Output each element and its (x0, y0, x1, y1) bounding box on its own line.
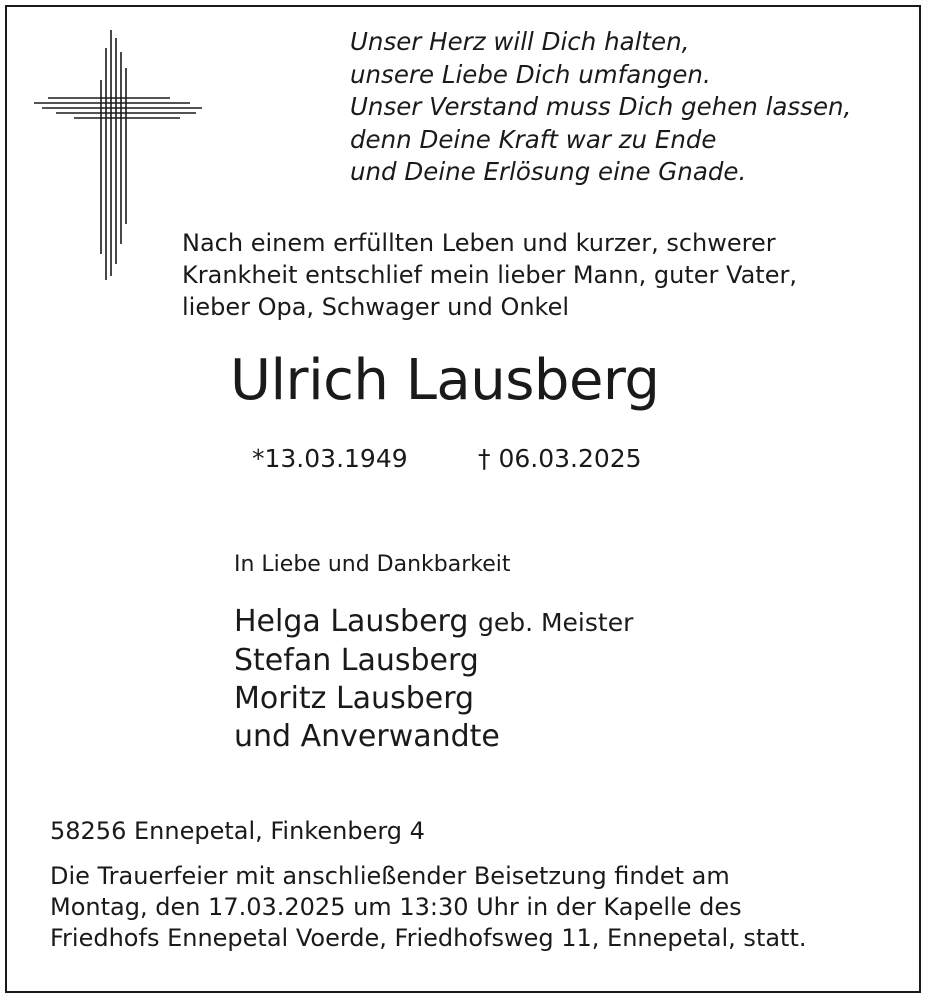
birth-date: *13.03.1949 (252, 444, 408, 473)
intro-line: Krankheit entschlief mein lieber Mann, guter Vater, (182, 261, 797, 289)
death-date: † 06.03.2025 (478, 444, 642, 473)
poem-line: Unser Herz will Dich halten, (350, 27, 690, 56)
deceased-name: Ulrich Lausberg (230, 348, 660, 413)
family-member: Moritz Lausberg (234, 681, 475, 716)
address: 58256 Ennepetal, Finkenberg 4 (50, 817, 425, 845)
poem-line: und Deine Erlösung eine Gnade. (350, 157, 747, 186)
funeral-notice (50, 861, 807, 954)
line-cross-icon (30, 28, 206, 284)
family-member: Stefan Lausberg (234, 643, 479, 678)
family-member (234, 603, 633, 642)
funeral-line: Montag, den 17.03.2025 um 13:30 Uhr in der Kapelle des (50, 893, 742, 921)
poem-line: denn Deine Kraft war zu Ende (350, 124, 717, 154)
poem-line: Unser Verstand muss Dich gehen lassen, (350, 92, 852, 121)
intro-text (182, 227, 797, 323)
poem-line: unsere Liebe Dich umfangen. (350, 59, 711, 89)
family-member: und Anverwandte (234, 719, 500, 754)
funeral-line: Friedhofs Ennepetal Voerde, Friedhofsweg 11, Ennepetal, statt. (50, 924, 807, 952)
closing-phrase: In Liebe und Dankbarkeit (234, 552, 511, 577)
family-member-name: Helga Lausberg (234, 604, 469, 639)
intro-line: Nach einem erfüllten Leben und kurzer, schwerer (182, 229, 776, 257)
intro-line: lieber Opa, Schwager und Onkel (182, 293, 570, 321)
maiden-name: geb. Meister (477, 608, 634, 637)
funeral-line: Die Trauerfeier mit anschließender Beisetzung findet am (50, 862, 730, 890)
poem (350, 26, 851, 189)
family-list (234, 603, 633, 756)
